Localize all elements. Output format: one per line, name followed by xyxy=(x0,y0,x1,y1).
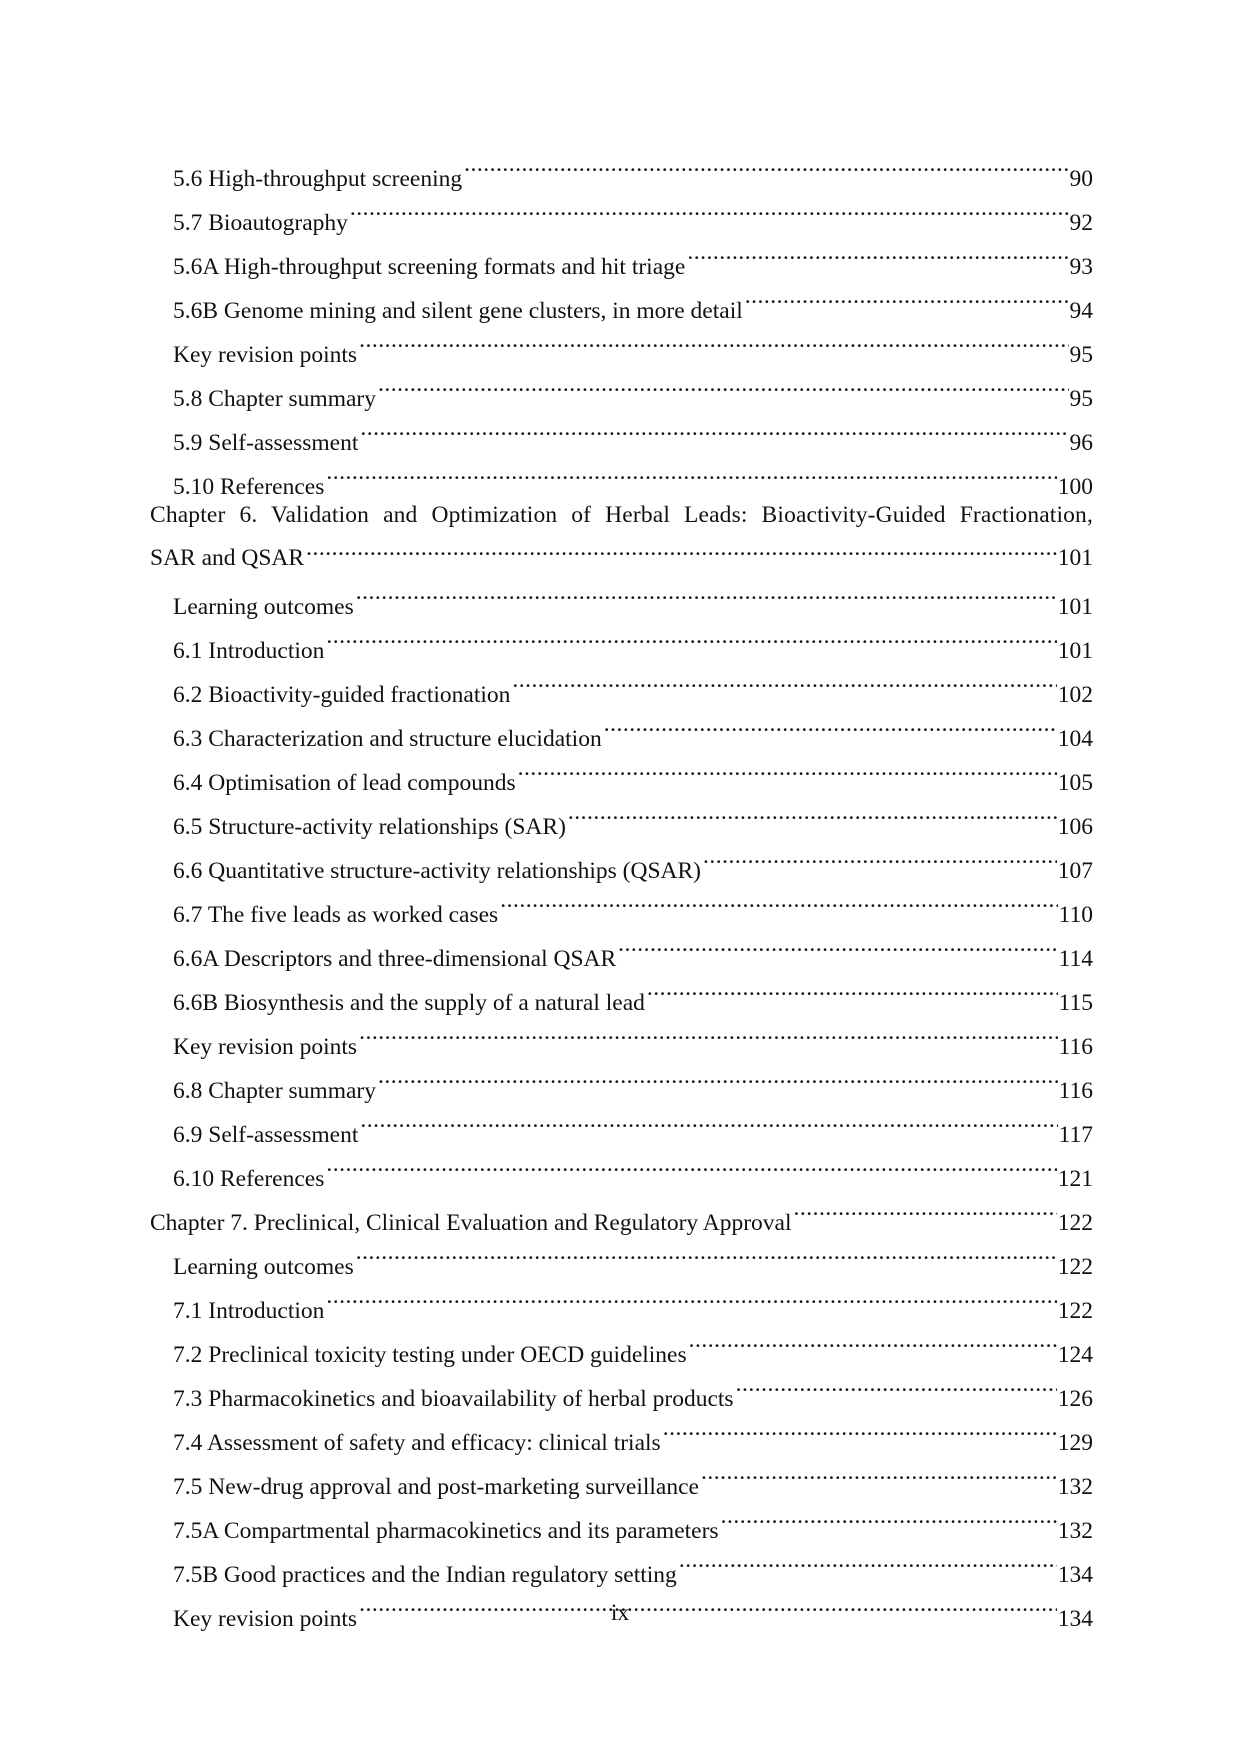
toc-entry-title: 7.4 Assessment of safety and efficacy: clinical trials xyxy=(173,1430,661,1456)
toc-entry-title: 5.6 High-throughput screening xyxy=(173,166,463,192)
toc-entry-page: 121 xyxy=(1057,1166,1093,1192)
toc-entry-page: 122 xyxy=(1057,1210,1093,1236)
dot-leader xyxy=(359,1010,1058,1054)
toc-entry-page: 110 xyxy=(1058,902,1093,928)
dot-leader xyxy=(568,790,1057,834)
toc-entry-page: 100 xyxy=(1057,474,1093,500)
toc-entry[interactable] xyxy=(150,142,1093,192)
toc-entry-title: Chapter 7. Preclinical, Clinical Evaluation and Regulatory Approval xyxy=(150,1210,792,1236)
toc-entry-title: 6.4 Optimisation of lead compounds xyxy=(173,770,516,796)
toc-entry-page: 106 xyxy=(1057,814,1093,840)
toc-entry-title: 6.8 Chapter summary xyxy=(173,1078,376,1104)
dot-leader xyxy=(464,142,1068,186)
dot-leader xyxy=(326,1274,1056,1318)
dot-leader xyxy=(378,1054,1058,1098)
toc-entry-page: 94 xyxy=(1069,298,1093,324)
toc-entry-title: 5.6B Genome mining and silent gene clusters, in more detail xyxy=(173,298,743,324)
toc-entry-page: 132 xyxy=(1057,1474,1093,1500)
toc-entry-title: 5.8 Chapter summary xyxy=(173,386,376,412)
toc-entry-page: 107 xyxy=(1057,858,1093,884)
toc-entry-title: 6.7 The five leads as worked cases xyxy=(173,902,499,928)
toc-entry-title: 5.9 Self-assessment xyxy=(173,430,359,456)
toc-entry-title: Key revision points xyxy=(173,342,358,368)
toc-entry-page: 92 xyxy=(1069,210,1093,236)
toc-entry-page: 116 xyxy=(1058,1078,1093,1104)
dot-leader xyxy=(356,570,1057,614)
toc-entry-title: 5.6A High-throughput screening formats and hit triage xyxy=(173,254,686,280)
dot-leader xyxy=(689,1318,1057,1362)
toc-entry-page: 101 xyxy=(1057,545,1093,571)
table-of-contents xyxy=(150,142,1093,1632)
toc-entry-page: 126 xyxy=(1057,1386,1093,1412)
dot-leader xyxy=(721,1494,1057,1538)
toc-entry-page: 102 xyxy=(1057,682,1093,708)
toc-entry-title: 7.1 Introduction xyxy=(173,1298,325,1324)
toc-entry[interactable] xyxy=(150,570,1093,620)
toc-chapter-heading[interactable] xyxy=(150,494,1093,570)
dot-leader xyxy=(378,362,1069,406)
toc-entry-title: 7.5 New-drug approval and post-marketing surveillance xyxy=(173,1474,699,1500)
toc-entry-page: 124 xyxy=(1057,1342,1093,1368)
dot-leader xyxy=(736,1362,1057,1406)
toc-entry-title: 6.9 Self-assessment xyxy=(173,1122,359,1148)
dot-leader xyxy=(604,702,1057,746)
toc-entry-page: 114 xyxy=(1058,946,1093,972)
chapter-title-line-2: SAR and QSAR xyxy=(150,545,305,571)
dot-leader xyxy=(687,230,1068,274)
toc-entry-title: 6.10 References xyxy=(173,1166,325,1192)
dot-leader xyxy=(360,1098,1057,1142)
toc-entry-title: 6.6B Biosynthesis and the supply of a natural lead xyxy=(173,990,645,1016)
dot-leader xyxy=(512,658,1056,702)
toc-entry-title: Key revision points xyxy=(173,1034,358,1060)
toc-entry-page: 115 xyxy=(1058,990,1093,1016)
toc-entry-title: 7.5B Good practices and the Indian regulatory setting xyxy=(173,1562,677,1588)
dot-leader xyxy=(701,1450,1057,1494)
toc-entry-page: 134 xyxy=(1057,1606,1093,1632)
dot-leader xyxy=(359,318,1068,362)
toc-entry-title: 7.2 Preclinical toxicity testing under OECD guidelines xyxy=(173,1342,687,1368)
dot-leader xyxy=(663,1406,1057,1450)
toc-entry-title: 6.6 Quantitative structure-activity relationships (QSAR) xyxy=(173,858,701,884)
dot-leader xyxy=(647,966,1058,1010)
toc-entry-title: 5.10 References xyxy=(173,474,325,500)
toc-entry-page: 101 xyxy=(1057,594,1093,620)
page-number: ix xyxy=(610,1600,630,1626)
toc-entry-page: 95 xyxy=(1069,386,1093,412)
dot-leader xyxy=(326,1142,1056,1186)
toc-entry-page: 117 xyxy=(1058,1122,1093,1148)
dot-leader xyxy=(360,406,1068,450)
toc-entry-page: 101 xyxy=(1057,638,1093,664)
toc-entry-page: 104 xyxy=(1057,726,1093,752)
toc-entry-page: 96 xyxy=(1069,430,1093,456)
dot-leader xyxy=(350,186,1069,230)
chapter-title-line-1: Chapter 6. Validation and Optimization of Herbal Leads: Bioactivity-Guided Fractionation, xyxy=(150,502,1093,528)
dot-leader xyxy=(500,878,1057,922)
toc-entry-title: 6.1 Introduction xyxy=(173,638,325,664)
dot-leader xyxy=(745,274,1069,318)
dot-leader xyxy=(794,1186,1057,1230)
dot-leader xyxy=(326,450,1056,494)
toc-entry-page: 95 xyxy=(1069,342,1093,368)
toc-entry-title: 6.2 Bioactivity-guided fractionation xyxy=(173,682,511,708)
toc-entry-page: 93 xyxy=(1069,254,1093,280)
toc-entry-title: Learning outcomes xyxy=(173,1254,354,1280)
dot-leader xyxy=(679,1538,1057,1582)
toc-entry-page: 116 xyxy=(1058,1034,1093,1060)
dot-leader xyxy=(326,614,1056,658)
toc-entry-title: Key revision points xyxy=(173,1606,358,1632)
toc-entry-title: 6.5 Structure-activity relationships (SAR) xyxy=(173,814,566,840)
toc-entry-title: 6.3 Characterization and structure elucidation xyxy=(173,726,602,752)
toc-entry-title: 7.5A Compartmental pharmacokinetics and its parameters xyxy=(173,1518,719,1544)
toc-entry-title: 7.3 Pharmacokinetics and bioavailability of herbal products xyxy=(173,1386,734,1412)
toc-entry-page: 132 xyxy=(1057,1518,1093,1544)
dot-leader xyxy=(356,1230,1057,1274)
toc-entry-page: 105 xyxy=(1057,770,1093,796)
toc-entry-page: 134 xyxy=(1057,1562,1093,1588)
toc-entry-title: 6.6A Descriptors and three-dimensional QSAR xyxy=(173,946,617,972)
toc-entry-title: Learning outcomes xyxy=(173,594,354,620)
toc-entry-title: 5.7 Bioautography xyxy=(173,210,348,236)
dot-leader xyxy=(618,922,1057,966)
dot-leader xyxy=(306,532,1057,565)
toc-entry-page: 90 xyxy=(1069,166,1093,192)
dot-leader xyxy=(518,746,1057,790)
toc-entry-page: 122 xyxy=(1057,1254,1093,1280)
toc-entry-page: 122 xyxy=(1057,1298,1093,1324)
toc-entry-page: 129 xyxy=(1057,1430,1093,1456)
dot-leader xyxy=(703,834,1057,878)
